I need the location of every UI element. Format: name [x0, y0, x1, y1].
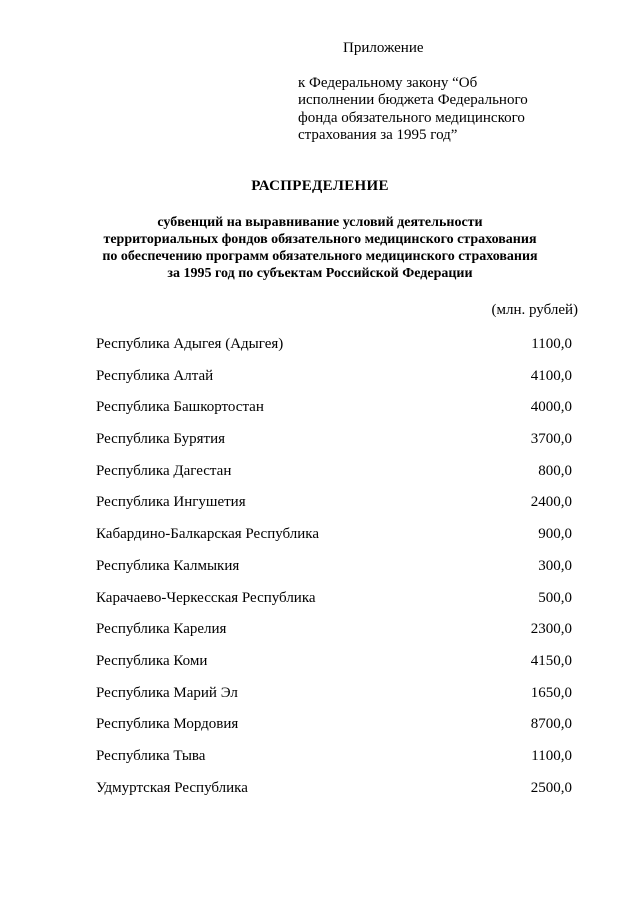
units-label: (млн. рублей) [491, 302, 578, 318]
region-name: Республика Башкортостан [96, 399, 264, 416]
table-row [96, 683, 572, 715]
table-row [96, 778, 572, 810]
region-amount: 3700,0 [530, 431, 572, 448]
region-name: Республика Коми [96, 652, 208, 669]
distribution-table [96, 334, 572, 809]
document-title: РАСПРЕДЕЛЕНИЕ [251, 178, 389, 194]
region-amount: 500,0 [538, 589, 572, 606]
table-row [96, 429, 572, 461]
region-name: Республика Мордовия [96, 716, 239, 733]
region-name: Республика Ингушетия [96, 494, 246, 511]
region-amount: 1100,0 [531, 747, 572, 764]
region-amount: 2400,0 [530, 494, 572, 511]
region-amount: 8700,0 [530, 716, 572, 733]
region-name: Республика Адыгея (Адыгея) [96, 336, 284, 352]
region-name: Кабардино-Балкарская Республика [96, 526, 320, 543]
region-name: Республика Калмыкия [96, 557, 240, 574]
table-row [96, 461, 572, 493]
region-amount: 4100,0 [530, 367, 572, 384]
region-amount: 2300,0 [530, 621, 572, 638]
appendix-reference-line: к Федеральному закону “Об [298, 74, 478, 91]
region-name: Республика Бурятия [96, 431, 226, 448]
region-name: Республика Дагестан [96, 462, 232, 479]
table-row [96, 524, 572, 556]
subtitle-line: по обеспечению программ обязательного медицинского страхования [102, 249, 538, 264]
region-amount: 800,0 [538, 462, 572, 479]
table-row [96, 746, 572, 778]
table-row [96, 492, 572, 524]
appendix-title: Приложение [343, 40, 424, 56]
appendix-reference-line: фонда обязательного медицинского [298, 109, 525, 126]
subtitle-line: за 1995 год по субъектам Российской Федерации [167, 266, 473, 281]
table-row [96, 397, 572, 429]
table-row [96, 619, 572, 651]
region-name: Республика Тыва [96, 747, 206, 764]
table-row [96, 651, 572, 683]
region-amount: 4000,0 [530, 399, 572, 416]
table-row [96, 588, 572, 620]
appendix-reference-line: исполнении бюджета Федерального [298, 92, 528, 108]
region-name: Республика Карелия [96, 621, 227, 638]
region-name: Республика Алтай [96, 367, 214, 384]
region-amount: 4150,0 [530, 652, 572, 669]
appendix-reference-line: страхования за 1995 год” [298, 127, 458, 143]
appendix-reference [298, 75, 598, 145]
region-name: Удмуртская Республика [96, 779, 248, 796]
appendix-block [298, 40, 598, 145]
table-row [96, 714, 572, 746]
subtitle-line: территориальных фондов обязательного медицинского страхования [103, 232, 537, 247]
table-row [96, 334, 572, 366]
document-subtitle [0, 214, 640, 282]
region-amount: 2500,0 [530, 779, 572, 796]
region-amount: 1100,0 [531, 336, 572, 352]
table-row [96, 556, 572, 588]
subtitle-line: субвенций на выравнивание условий деятельности [157, 215, 483, 230]
table-row [96, 366, 572, 398]
region-name: Карачаево-Черкесская Республика [96, 589, 316, 606]
region-amount: 300,0 [538, 557, 572, 574]
region-amount: 900,0 [538, 526, 572, 543]
region-amount: 1650,0 [530, 684, 572, 701]
region-name: Республика Марий Эл [96, 684, 238, 701]
